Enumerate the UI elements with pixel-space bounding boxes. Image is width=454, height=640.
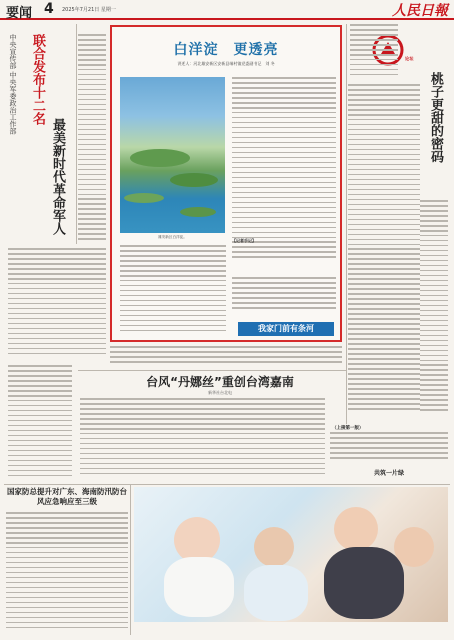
feature-notes-body (232, 277, 336, 315)
left-article-body (78, 34, 106, 244)
column-divider (346, 24, 347, 424)
flood-defense-body (6, 512, 128, 636)
page-header (0, 0, 454, 20)
middle-band-body (110, 346, 342, 368)
right-article-title: 桃子更甜的密码 (428, 72, 443, 163)
bottom-right-subtitle: 共筑一片绿 (374, 470, 405, 477)
column-divider (76, 24, 77, 244)
right-article-body (348, 84, 420, 414)
feature-column-banner: 我家门前有条河 (238, 322, 334, 336)
feature-body-left (120, 245, 226, 337)
typhoon-article-title: 台风“丹娜丝”重创台湾嘉南 (146, 375, 294, 389)
left-article-title-black: 最美新时代革命军人 (50, 118, 65, 235)
continued-article-body (330, 432, 448, 462)
left-article-title-red: 联合发布十二名 (30, 34, 45, 125)
issue-date: 2025年7月21日 星期一 (62, 7, 116, 13)
typhoon-byline: 新华社台北电 (208, 390, 232, 395)
forum-label: 论坛 (405, 56, 414, 61)
continued-article-title: （上接第一版） (332, 426, 364, 431)
column-divider (130, 485, 131, 635)
flood-defense-title: 国家防总提升对广东、海南防汛防台风应急响应至三级 (7, 487, 127, 506)
section-divider (4, 484, 450, 485)
typhoon-article-body (80, 398, 325, 480)
feature-subhead: 【记者手记】 (232, 238, 256, 243)
section-divider (78, 370, 346, 371)
page-number: 4 (44, 1, 54, 17)
section-name: 要闻 (6, 6, 33, 21)
kids-photo (134, 487, 448, 622)
right-top-body (350, 24, 398, 79)
left-article-body-2 (8, 248, 106, 360)
masthead-logo: 人民日報 (392, 3, 448, 19)
lake-photo-caption: 雄安新区白洋淀。 (158, 235, 187, 239)
feature-byline: 讲述人：河北雄安新区安新县端村镇党委副书记 刘 冬 (177, 61, 275, 66)
lake-photo (120, 77, 225, 233)
left-article-subtitle: 中央宣传部 中央军委政治工作部 (9, 34, 17, 135)
right-article-body-2 (420, 200, 448, 415)
feature-body-right (232, 77, 336, 262)
feature-title: 白洋淀 更透亮 (173, 42, 279, 58)
left-article-body-3 (8, 365, 72, 480)
feature-article-box (110, 25, 342, 342)
